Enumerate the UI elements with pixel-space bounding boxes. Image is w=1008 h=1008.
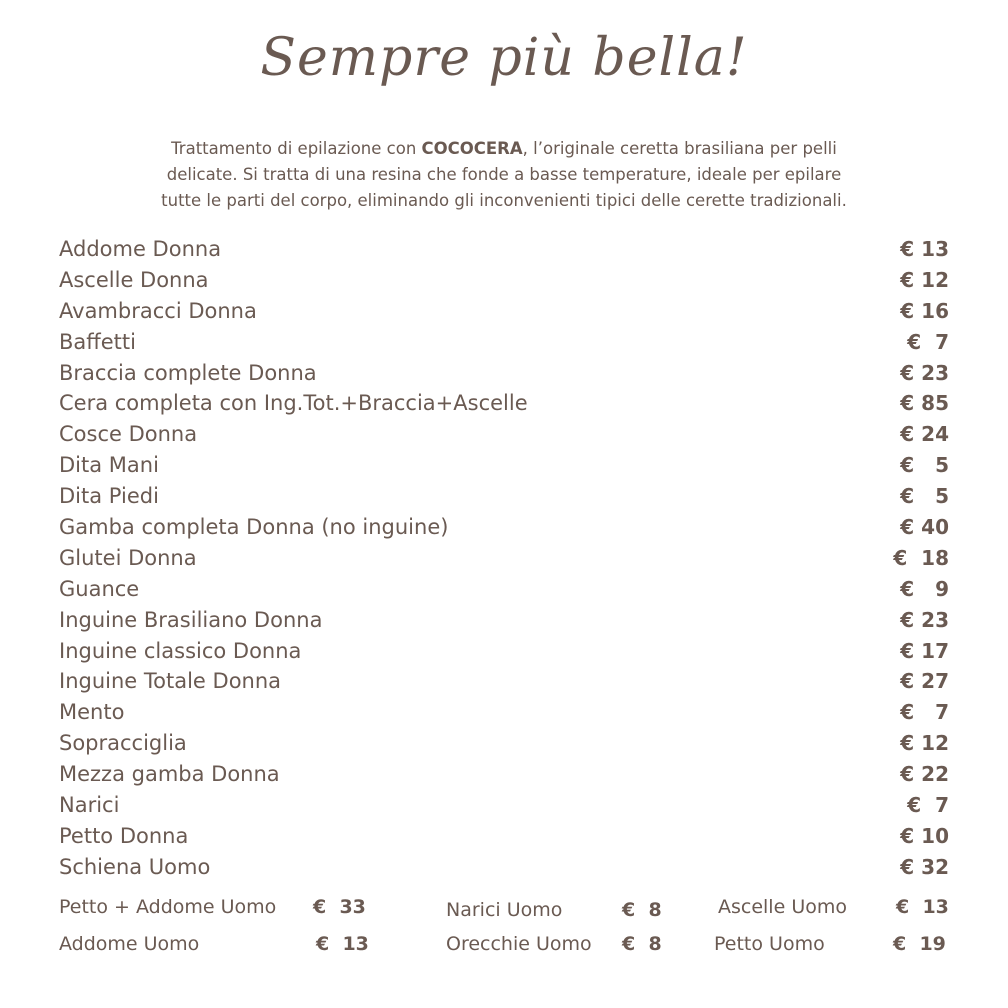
treatment-name: Schiena Uomo — [59, 854, 211, 879]
price-row — [59, 450, 949, 481]
treatment-price: € 7 — [907, 793, 949, 818]
price-row — [59, 759, 949, 790]
treatment-name: Inguine Brasiliano Donna — [59, 607, 323, 632]
price-row — [59, 852, 949, 883]
price-row — [59, 481, 949, 512]
men-item-price: € 13 — [896, 896, 949, 918]
treatment-name: Mezza gamba Donna — [59, 762, 280, 787]
intro-line-2: delicate. Si tratta di una resina che fonde a basse temperature, ideale per epilare — [166, 165, 842, 184]
price-row — [59, 666, 949, 697]
price-row — [59, 358, 949, 389]
treatment-price: € 18 — [893, 545, 949, 570]
treatment-name: Inguine Totale Donna — [59, 669, 282, 694]
treatment-price: € 85 — [900, 391, 949, 416]
treatment-price: € 22 — [900, 762, 949, 787]
treatment-name: Cosce Donna — [59, 422, 198, 447]
price-row — [59, 234, 949, 265]
men-item-price: € 33 — [313, 896, 366, 918]
treatment-name: Narici — [59, 793, 120, 818]
treatment-price: € 9 — [900, 576, 949, 601]
treatment-name: Braccia complete Donna — [59, 360, 317, 385]
treatment-price: € 24 — [900, 422, 949, 447]
treatment-name: Guance — [59, 576, 140, 601]
price-row — [59, 296, 949, 327]
men-item-name: Petto Uomo — [714, 933, 825, 955]
men-item-price: € 8 — [622, 933, 662, 955]
treatment-name: Ascelle Donna — [59, 267, 209, 292]
men-item-price: € 13 — [316, 933, 369, 955]
intro-paragraph — [70, 136, 938, 214]
treatment-price: € 23 — [900, 360, 949, 385]
intro-text: Trattamento di epilazione con — [171, 139, 422, 158]
men-item-name: Narici Uomo — [446, 899, 563, 921]
treatment-name: Inguine classico Donna — [59, 638, 302, 663]
brand-name: COCOCERA — [421, 139, 523, 158]
price-list — [59, 234, 949, 883]
treatment-name: Avambracci Donna — [59, 298, 257, 323]
treatment-price: € 32 — [900, 854, 949, 879]
treatment-name: Mento — [59, 700, 125, 725]
treatment-name: Dita Mani — [59, 453, 159, 478]
treatment-price: € 12 — [900, 731, 949, 756]
price-row — [59, 419, 949, 450]
treatment-name: Glutei Donna — [59, 545, 197, 570]
men-item-name: Ascelle Uomo — [718, 896, 847, 918]
treatment-name: Baffetti — [59, 329, 136, 354]
men-item-name: Petto + Addome Uomo — [59, 896, 277, 918]
treatment-price: € 17 — [900, 638, 949, 663]
treatment-name: Gamba completa Donna (no inguine) — [59, 515, 449, 540]
price-row — [59, 388, 949, 419]
treatment-price: € 27 — [900, 669, 949, 694]
intro-line-1 — [70, 136, 938, 162]
men-item-name: Addome Uomo — [59, 933, 200, 955]
treatment-name: Petto Donna — [59, 823, 189, 848]
treatment-price: € 13 — [900, 237, 949, 261]
price-row — [59, 790, 949, 821]
treatment-price: € 12 — [900, 267, 949, 292]
price-row — [59, 821, 949, 852]
price-row — [59, 574, 949, 605]
price-row — [59, 697, 949, 728]
treatment-name: Addome Donna — [59, 237, 222, 261]
intro-line-3: tutte le parti del corpo, eliminando gli inconvenienti tipici delle cerette tradizionali. — [161, 191, 847, 210]
price-row — [59, 327, 949, 358]
treatment-price: € 16 — [900, 298, 949, 323]
treatment-price: € 10 — [900, 823, 949, 848]
men-item-price: € 8 — [622, 899, 662, 921]
treatment-name: Dita Piedi — [59, 484, 159, 509]
treatment-price: € 40 — [900, 515, 949, 540]
price-row — [59, 636, 949, 667]
price-row — [59, 728, 949, 759]
treatment-price: € 5 — [900, 484, 949, 509]
price-row — [59, 605, 949, 636]
treatment-name: Cera completa con Ing.Tot.+Braccia+Ascelle — [59, 391, 528, 416]
treatment-price: € 23 — [900, 607, 949, 632]
men-item-price: € 19 — [893, 933, 946, 955]
price-row — [59, 543, 949, 574]
treatment-name: Sopracciglia — [59, 731, 187, 756]
price-row — [59, 265, 949, 296]
treatment-price: € 5 — [900, 453, 949, 478]
page-title: Sempre più bella! — [260, 28, 748, 88]
treatment-price: € 7 — [900, 700, 949, 725]
intro-text: , l’originale ceretta brasiliana per pelli — [522, 139, 837, 158]
men-item-name: Orecchie Uomo — [446, 933, 592, 955]
treatment-price: € 7 — [907, 329, 949, 354]
price-row — [59, 512, 949, 543]
